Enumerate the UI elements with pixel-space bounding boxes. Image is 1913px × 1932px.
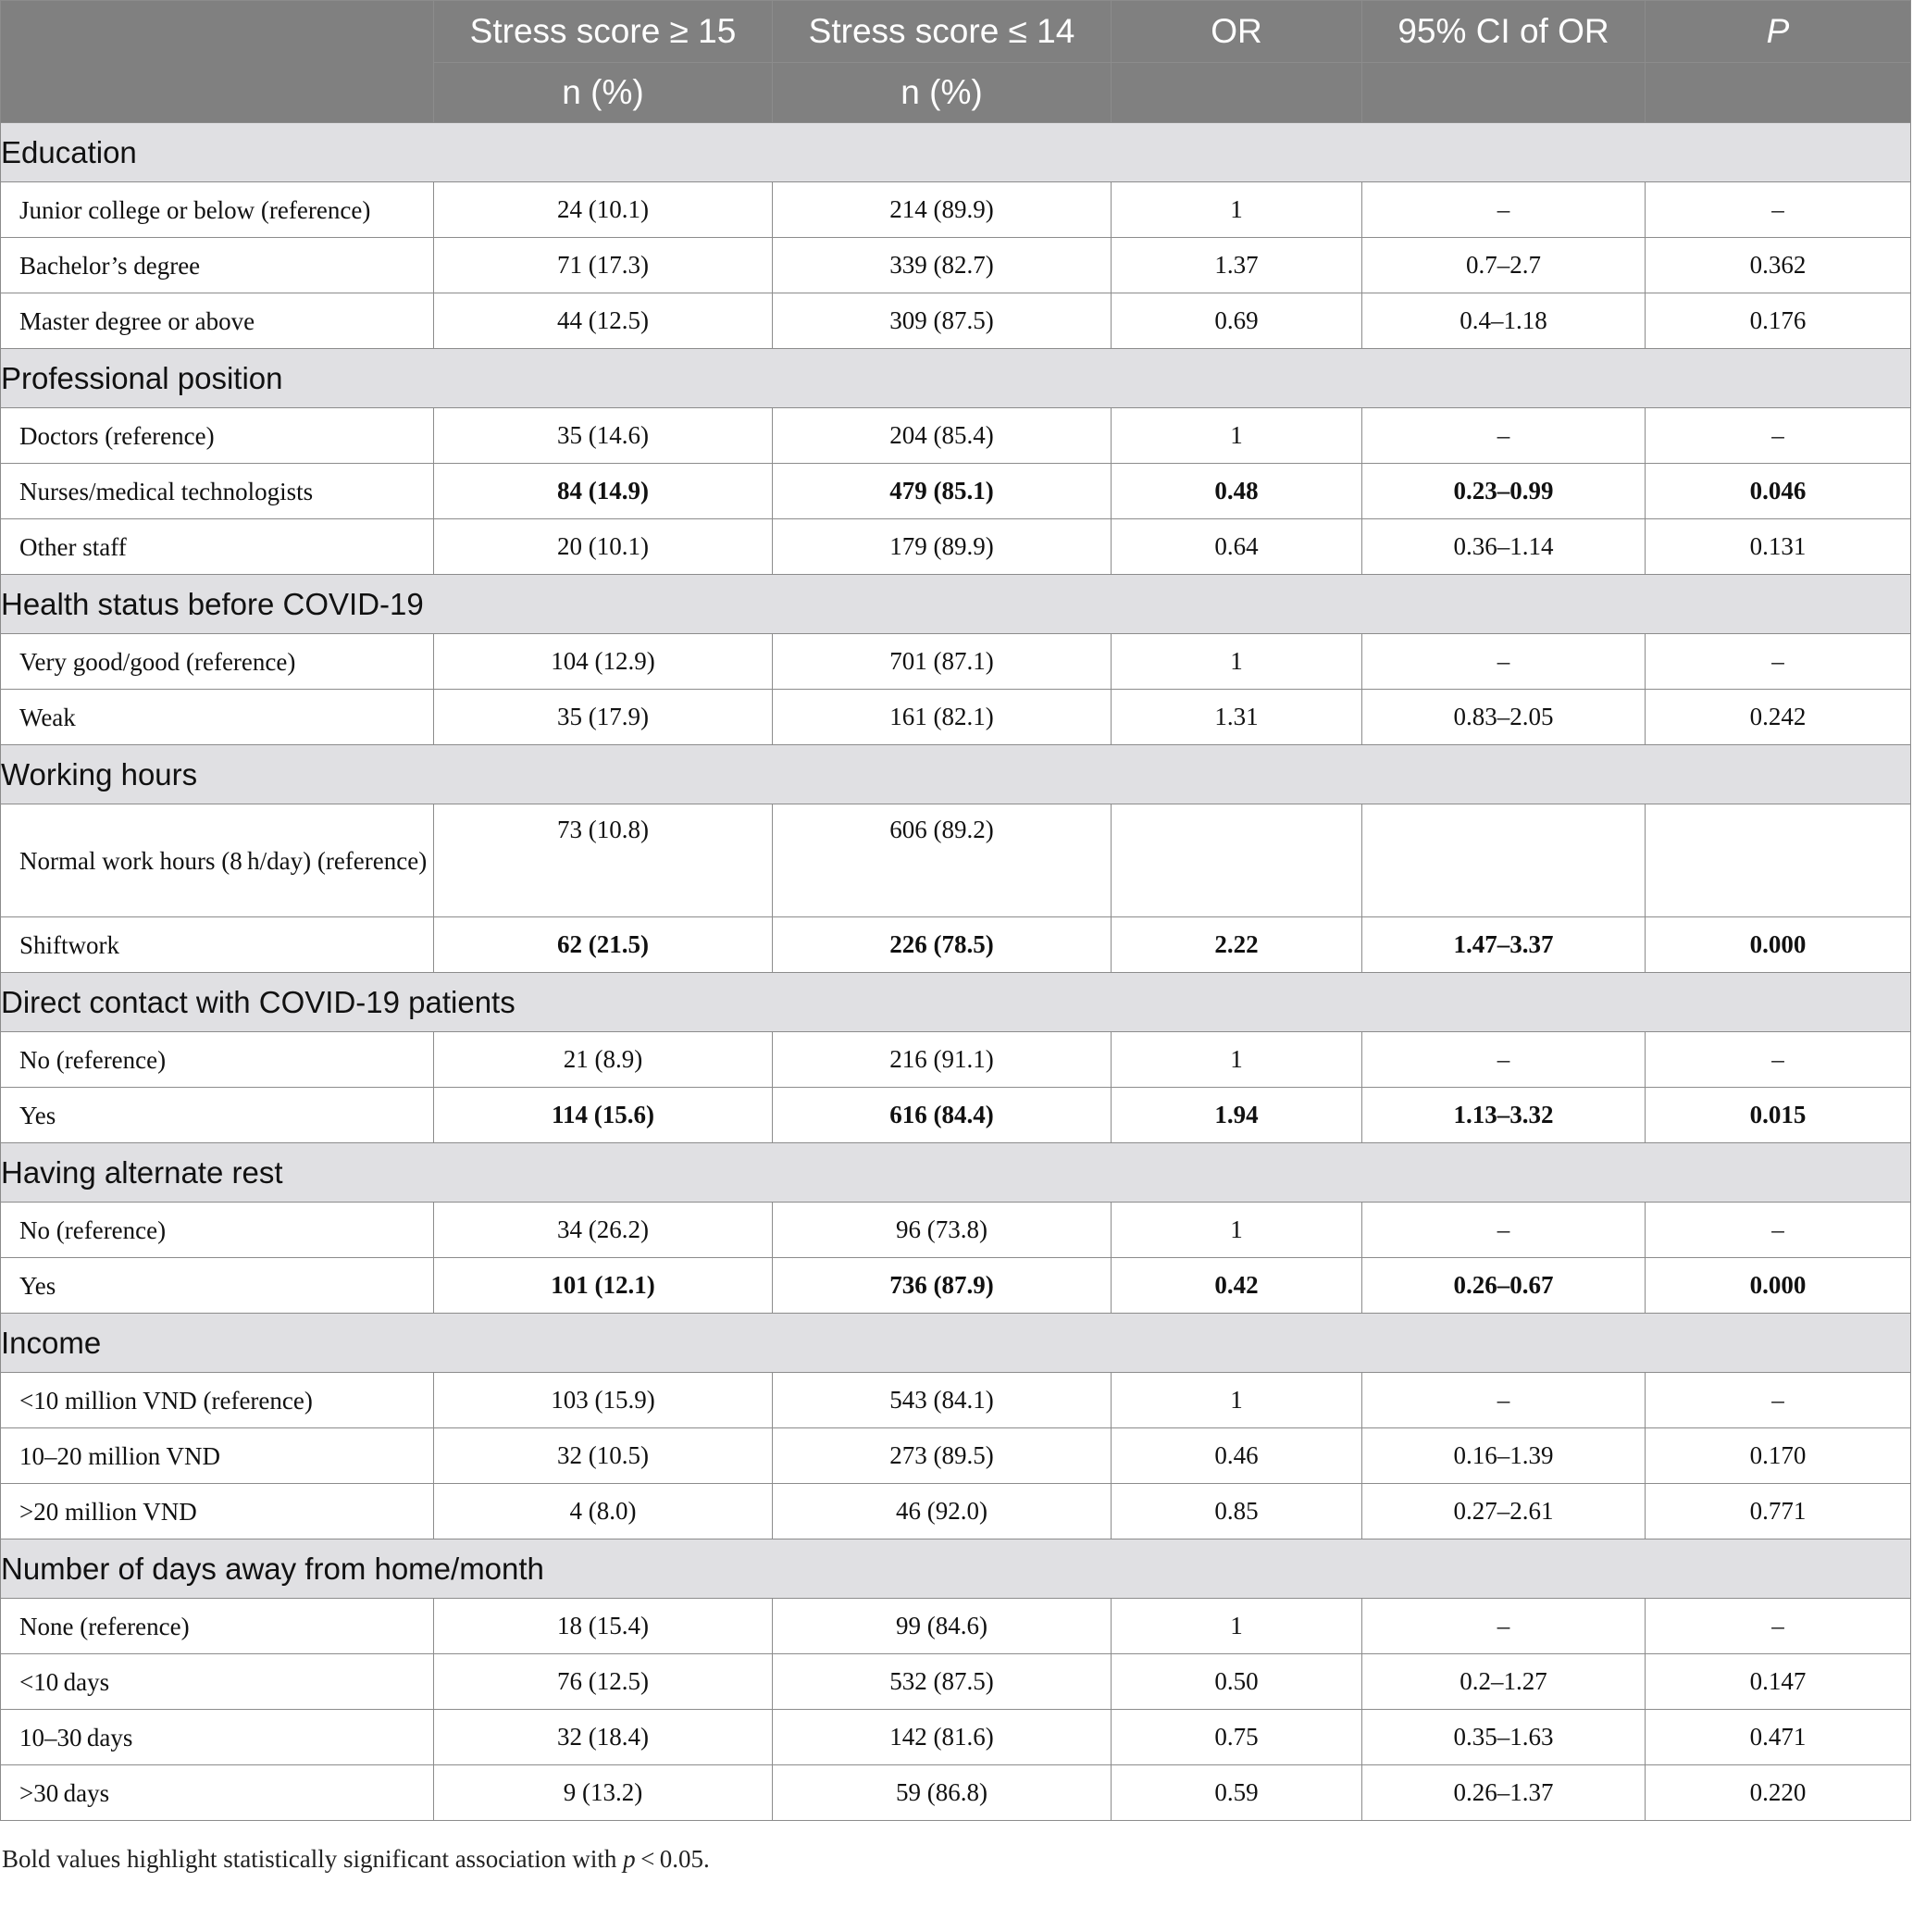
cell-stress-low: 339 (82.7) <box>773 238 1112 293</box>
cell-ci: 0.26–0.67 <box>1362 1258 1646 1314</box>
cell-p: 0.176 <box>1646 293 1911 349</box>
cell-or: 0.59 <box>1112 1765 1362 1821</box>
header-stress-low: Stress score ≤ 14 <box>773 1 1112 63</box>
group-title: Direct contact with COVID-19 patients <box>1 973 1911 1032</box>
table-row <box>1 1032 1911 1088</box>
row-label: Normal work hours (8 h/day) (reference) <box>1 804 434 917</box>
header-empty-ci <box>1362 63 1646 123</box>
table-header <box>1 1 1911 123</box>
cell-or: 0.42 <box>1112 1258 1362 1314</box>
group-title: Education <box>1 123 1911 182</box>
cell-p: 0.131 <box>1646 519 1911 575</box>
group-title: Professional position <box>1 349 1911 408</box>
cell-p: – <box>1646 182 1911 238</box>
cell-p: 0.170 <box>1646 1428 1911 1484</box>
header-empty-p <box>1646 63 1911 123</box>
group-title: Income <box>1 1314 1911 1373</box>
cell-ci: 0.27–2.61 <box>1362 1484 1646 1539</box>
cell-or: 1 <box>1112 1203 1362 1258</box>
row-label: Other staff <box>1 519 434 575</box>
cell-stress-high: 44 (12.5) <box>434 293 773 349</box>
cell-p: 0.000 <box>1646 1258 1911 1314</box>
footnote-text: Bold values highlight statistically significant association with <box>2 1845 624 1873</box>
row-label: No (reference) <box>1 1032 434 1088</box>
row-label: Very good/good (reference) <box>1 634 434 690</box>
table-row <box>1 1203 1911 1258</box>
cell-stress-high: 104 (12.9) <box>434 634 773 690</box>
cell-or: 1 <box>1112 634 1362 690</box>
cell-ci: 0.7–2.7 <box>1362 238 1646 293</box>
cell-stress-high: 21 (8.9) <box>434 1032 773 1088</box>
cell-stress-high: 24 (10.1) <box>434 182 773 238</box>
cell-stress-high: 103 (15.9) <box>434 1373 773 1428</box>
cell-stress-low: 216 (91.1) <box>773 1032 1112 1088</box>
header-or: OR <box>1112 1 1362 63</box>
row-label: >20 million VND <box>1 1484 434 1539</box>
header-stress-high-unit: n (%) <box>434 63 773 123</box>
row-label: Yes <box>1 1258 434 1314</box>
cell-stress-low: 161 (82.1) <box>773 690 1112 745</box>
header-empty-or <box>1112 63 1362 123</box>
cell-or: 0.85 <box>1112 1484 1362 1539</box>
cell-or: 1 <box>1112 182 1362 238</box>
cell-ci: 0.23–0.99 <box>1362 464 1646 519</box>
cell-or: 1 <box>1112 1032 1362 1088</box>
cell-or: 1.94 <box>1112 1088 1362 1143</box>
cell-or: 0.75 <box>1112 1710 1362 1765</box>
cell-ci: 0.83–2.05 <box>1362 690 1646 745</box>
cell-stress-low: 59 (86.8) <box>773 1765 1112 1821</box>
cell-ci: – <box>1362 634 1646 690</box>
group-header-row <box>1 973 1911 1032</box>
cell-or: 1 <box>1112 408 1362 464</box>
group-header-row <box>1 575 1911 634</box>
cell-p: 0.015 <box>1646 1088 1911 1143</box>
row-label: 10–20 million VND <box>1 1428 434 1484</box>
cell-stress-high: 62 (21.5) <box>434 917 773 973</box>
table-row <box>1 1373 1911 1428</box>
cell-stress-high: 32 (10.5) <box>434 1428 773 1484</box>
table-row <box>1 804 1911 917</box>
table-row <box>1 1428 1911 1484</box>
cell-ci: – <box>1362 182 1646 238</box>
cell-ci <box>1362 804 1646 917</box>
cell-stress-high: 4 (8.0) <box>434 1484 773 1539</box>
group-title: Health status before COVID-19 <box>1 575 1911 634</box>
cell-stress-high: 32 (18.4) <box>434 1710 773 1765</box>
table-row <box>1 182 1911 238</box>
row-label: Nurses/medical technologists <box>1 464 434 519</box>
cell-stress-low: 309 (87.5) <box>773 293 1112 349</box>
cell-stress-high: 18 (15.4) <box>434 1599 773 1654</box>
cell-p: – <box>1646 634 1911 690</box>
table-row <box>1 1599 1911 1654</box>
row-label: >30 days <box>1 1765 434 1821</box>
cell-stress-low: 543 (84.1) <box>773 1373 1112 1428</box>
cell-stress-low: 99 (84.6) <box>773 1599 1112 1654</box>
footnote <box>0 1845 1913 1874</box>
table-row <box>1 1654 1911 1710</box>
cell-ci: – <box>1362 1203 1646 1258</box>
row-label: 10–30 days <box>1 1710 434 1765</box>
cell-or: 1 <box>1112 1599 1362 1654</box>
cell-ci: 0.2–1.27 <box>1362 1654 1646 1710</box>
group-title: Having alternate rest <box>1 1143 1911 1203</box>
group-title: Number of days away from home/month <box>1 1539 1911 1599</box>
row-label: Doctors (reference) <box>1 408 434 464</box>
cell-ci: – <box>1362 1373 1646 1428</box>
cell-ci: – <box>1362 408 1646 464</box>
header-stress-high: Stress score ≥ 15 <box>434 1 773 63</box>
cell-stress-high: 71 (17.3) <box>434 238 773 293</box>
cell-stress-low: 532 (87.5) <box>773 1654 1112 1710</box>
cell-or: 0.69 <box>1112 293 1362 349</box>
cell-or: 0.48 <box>1112 464 1362 519</box>
cell-p: 0.362 <box>1646 238 1911 293</box>
cell-p: – <box>1646 1032 1911 1088</box>
header-blank-cell <box>1 1 434 123</box>
cell-p: – <box>1646 1203 1911 1258</box>
group-header-row <box>1 123 1911 182</box>
cell-stress-low: 46 (92.0) <box>773 1484 1112 1539</box>
table-row <box>1 238 1911 293</box>
table-row <box>1 464 1911 519</box>
header-ci: 95% CI of OR <box>1362 1 1646 63</box>
row-label: Junior college or below (reference) <box>1 182 434 238</box>
cell-stress-low: 616 (84.4) <box>773 1088 1112 1143</box>
row-label: Weak <box>1 690 434 745</box>
cell-stress-low: 736 (87.9) <box>773 1258 1112 1314</box>
cell-p: 0.242 <box>1646 690 1911 745</box>
cell-ci: 0.16–1.39 <box>1362 1428 1646 1484</box>
table-row <box>1 408 1911 464</box>
table-row <box>1 1710 1911 1765</box>
cell-stress-low: 701 (87.1) <box>773 634 1112 690</box>
cell-or <box>1112 804 1362 917</box>
cell-stress-low: 142 (81.6) <box>773 1710 1112 1765</box>
cell-stress-high: 34 (26.2) <box>434 1203 773 1258</box>
footnote-suffix: < 0.05. <box>635 1845 710 1873</box>
cell-ci: 1.47–3.37 <box>1362 917 1646 973</box>
table-row <box>1 1765 1911 1821</box>
cell-or: 0.50 <box>1112 1654 1362 1710</box>
table-row <box>1 293 1911 349</box>
group-header-row <box>1 349 1911 408</box>
cell-or: 0.64 <box>1112 519 1362 575</box>
row-label: Shiftwork <box>1 917 434 973</box>
cell-or: 0.46 <box>1112 1428 1362 1484</box>
cell-p: 0.771 <box>1646 1484 1911 1539</box>
cell-p: – <box>1646 408 1911 464</box>
table-row <box>1 690 1911 745</box>
header-stress-low-unit: n (%) <box>773 63 1112 123</box>
cell-ci: – <box>1362 1032 1646 1088</box>
group-header-row <box>1 1314 1911 1373</box>
cell-stress-low: 204 (85.4) <box>773 408 1112 464</box>
row-label: <10 days <box>1 1654 434 1710</box>
table-row <box>1 634 1911 690</box>
row-label: <10 million VND (reference) <box>1 1373 434 1428</box>
table-row <box>1 1088 1911 1143</box>
cell-stress-high: 101 (12.1) <box>434 1258 773 1314</box>
cell-stress-low: 273 (89.5) <box>773 1428 1112 1484</box>
footnote-var: p <box>623 1845 636 1873</box>
cell-p: 0.147 <box>1646 1654 1911 1710</box>
header-p-label: P <box>1766 12 1790 50</box>
cell-stress-high: 73 (10.8) <box>434 804 773 917</box>
cell-or: 2.22 <box>1112 917 1362 973</box>
row-label: No (reference) <box>1 1203 434 1258</box>
group-header-row <box>1 745 1911 804</box>
cell-ci: 0.35–1.63 <box>1362 1710 1646 1765</box>
cell-p: 0.471 <box>1646 1710 1911 1765</box>
cell-p <box>1646 804 1911 917</box>
header-p <box>1646 1 1911 63</box>
cell-stress-low: 96 (73.8) <box>773 1203 1112 1258</box>
row-label: Master degree or above <box>1 293 434 349</box>
table-row <box>1 1484 1911 1539</box>
cell-or: 1.31 <box>1112 690 1362 745</box>
group-title: Working hours <box>1 745 1911 804</box>
cell-stress-high: 20 (10.1) <box>434 519 773 575</box>
cell-stress-high: 35 (17.9) <box>434 690 773 745</box>
table-row <box>1 519 1911 575</box>
cell-stress-low: 226 (78.5) <box>773 917 1112 973</box>
cell-p: – <box>1646 1373 1911 1428</box>
table-row <box>1 1258 1911 1314</box>
group-header-row <box>1 1539 1911 1599</box>
group-header-row <box>1 1143 1911 1203</box>
cell-ci: 0.4–1.18 <box>1362 293 1646 349</box>
table-body <box>1 123 1911 1821</box>
cell-p: 0.046 <box>1646 464 1911 519</box>
cell-stress-high: 35 (14.6) <box>434 408 773 464</box>
cell-ci: 0.26–1.37 <box>1362 1765 1646 1821</box>
cell-p: – <box>1646 1599 1911 1654</box>
cell-stress-low: 479 (85.1) <box>773 464 1112 519</box>
row-label: Yes <box>1 1088 434 1143</box>
row-label: None (reference) <box>1 1599 434 1654</box>
cell-stress-low: 179 (89.9) <box>773 519 1112 575</box>
cell-stress-low: 214 (89.9) <box>773 182 1112 238</box>
cell-p: 0.000 <box>1646 917 1911 973</box>
cell-ci: 1.13–3.32 <box>1362 1088 1646 1143</box>
cell-stress-high: 114 (15.6) <box>434 1088 773 1143</box>
table-row <box>1 917 1911 973</box>
cell-p: 0.220 <box>1646 1765 1911 1821</box>
cell-ci: – <box>1362 1599 1646 1654</box>
cell-ci: 0.36–1.14 <box>1362 519 1646 575</box>
cell-stress-high: 9 (13.2) <box>434 1765 773 1821</box>
cell-stress-high: 76 (12.5) <box>434 1654 773 1710</box>
cell-or: 1.37 <box>1112 238 1362 293</box>
cell-or: 1 <box>1112 1373 1362 1428</box>
cell-stress-low: 606 (89.2) <box>773 804 1112 917</box>
row-label: Bachelor’s degree <box>1 238 434 293</box>
cell-stress-high: 84 (14.9) <box>434 464 773 519</box>
